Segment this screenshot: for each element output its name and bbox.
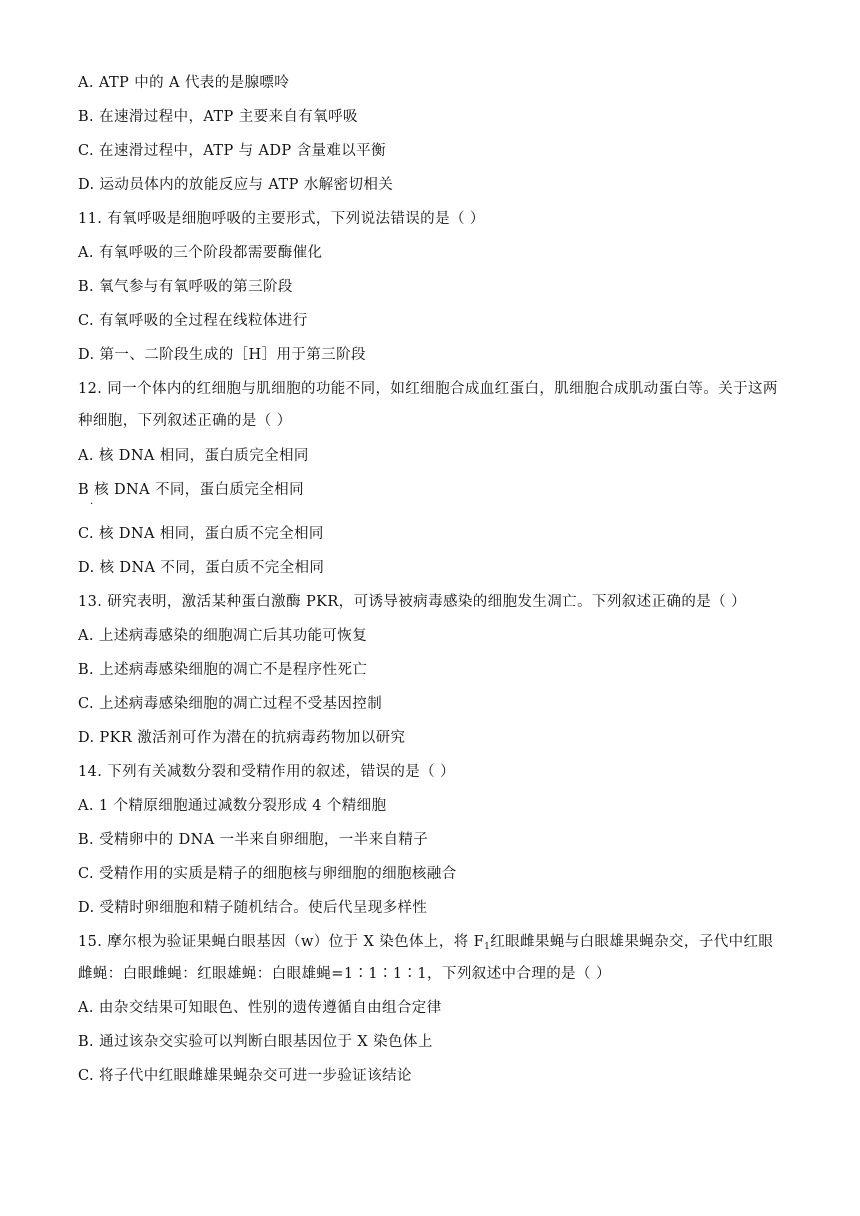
question-15-line-1 [78, 932, 773, 957]
q12-option-b: B 核 DNA 不同，蛋白质完全相同 [78, 482, 304, 498]
q11-option-d: D. 第一、二阶段生成的［H］用于第三阶段 [78, 347, 366, 363]
line-b-atp: B. 在速滑过程中，ATP 主要来自有氧呼吸 [78, 109, 358, 125]
question-12-line-2: 种细胞，下列叙述正确的是（ ） [78, 413, 292, 429]
q15-text-part-1: 15. 摩尔根为验证果蝇白眼基因（w）位于 X 染色体上，将 F [78, 934, 485, 950]
line-d-atp: D. 运动员体内的放能反应与 ATP 水解密切相关 [78, 177, 394, 193]
q11-option-c: C. 有氧呼吸的全过程在线粒体进行 [78, 313, 308, 329]
question-14: 14. 下列有关减数分裂和受精作用的叙述，错误的是（ ） [78, 764, 455, 780]
q15-text-part-2: 红眼雌果蝇与白眼雄果蝇杂交，子代中红眼 [490, 934, 774, 950]
q12-option-d: D. 核 DNA 不同，蛋白质不完全相同 [78, 560, 325, 576]
stray-dot-mark: · [90, 499, 94, 510]
question-15-line-2: 雌蝇：白眼雌蝇：红眼雄蝇：白眼雄蝇=1∶1∶1∶1，下列叙述中合理的是（ ） [78, 966, 611, 982]
q14-option-c: C. 受精作用的实质是精子的细胞核与卵细胞的细胞核融合 [78, 866, 457, 882]
q14-option-d: D. 受精时卵细胞和精子随机结合。使后代呈现多样性 [78, 900, 428, 916]
question-13: 13. 研究表明，激活某种蛋白激酶 PKR，可诱导被病毒感染的细胞发生凋亡。下列叙述正确的是（ ） [78, 594, 746, 610]
q13-option-b: B. 上述病毒感染细胞的凋亡不是程序性死亡 [78, 662, 368, 678]
q13-option-c: C. 上述病毒感染细胞的凋亡过程不受基因控制 [78, 696, 383, 712]
q13-option-d: D. PKR 激活剂可作为潜在的抗病毒药物加以研究 [78, 730, 406, 746]
q15-option-a: A. 由杂交结果可知眼色、性别的遗传遵循自由组合定律 [78, 1000, 442, 1016]
line-c-atp: C. 在速滑过程中，ATP 与 ADP 含量难以平衡 [78, 143, 386, 159]
q12-option-c: C. 核 DNA 相同，蛋白质不完全相同 [78, 526, 324, 542]
q14-option-a: A. 1 个精原细胞通过减数分裂形成 4 个精细胞 [78, 798, 387, 814]
q15-option-c: C. 将子代中红眼雌雄果蝇杂交可进一步验证该结论 [78, 1068, 412, 1084]
question-11: 11. 有氧呼吸是细胞呼吸的主要形式，下列说法错误的是（ ） [78, 211, 485, 227]
q11-option-b: B. 氧气参与有氧呼吸的第三阶段 [78, 279, 293, 295]
q15-option-b: B. 通过该杂交实验可以判断白眼基因位于 X 染色体上 [78, 1034, 433, 1050]
question-12-line-1: 12. 同一个体内的红细胞与肌细胞的功能不同，如红细胞合成血红蛋白，肌细胞合成肌动蛋白等。关于这两 [78, 381, 778, 397]
q14-option-b: B. 受精卵中的 DNA 一半来自卵细胞，一半来自精子 [78, 832, 429, 848]
q12-option-a: A. 核 DNA 相同，蛋白质完全相同 [78, 448, 309, 464]
q11-option-a: A. 有氧呼吸的三个阶段都需要酶催化 [78, 245, 323, 261]
q15-subscript: 1 [484, 942, 491, 952]
line-a-atp: A. ATP 中的 A 代表的是腺嘌呤 [78, 75, 290, 91]
q13-option-a: A. 上述病毒感染的细胞凋亡后其功能可恢复 [78, 628, 368, 644]
